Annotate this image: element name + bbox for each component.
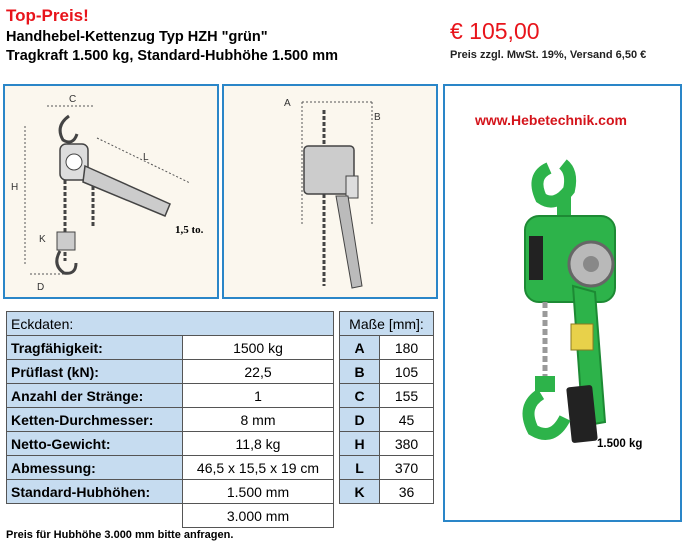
dimension-value: 45 bbox=[380, 408, 434, 432]
website-link[interactable]: www.Hebetechnik.com bbox=[475, 112, 627, 128]
table-row bbox=[340, 480, 434, 504]
table-row bbox=[340, 384, 434, 408]
product-photo-panel bbox=[443, 84, 682, 522]
table-row bbox=[340, 336, 434, 360]
dim-letter-b: B bbox=[374, 112, 381, 123]
dimension-key: K bbox=[340, 480, 380, 504]
spec-value: 22,5 bbox=[183, 360, 334, 384]
dimension-value: 36 bbox=[380, 480, 434, 504]
front-view-diagram bbox=[224, 86, 436, 297]
specs-header-row bbox=[7, 312, 334, 336]
table-row bbox=[7, 384, 334, 408]
footnote: Preis für Hubhöhe 3.000 mm bitte anfragen. bbox=[6, 529, 234, 541]
dimension-key: H bbox=[340, 432, 380, 456]
price: € 105,00 bbox=[450, 18, 540, 44]
dim-letter-k: K bbox=[39, 234, 46, 245]
dimension-value: 155 bbox=[380, 384, 434, 408]
specs-table bbox=[6, 311, 334, 528]
spec-value: 1 bbox=[183, 384, 334, 408]
dim-letter-a: A bbox=[284, 98, 291, 109]
table-row bbox=[7, 432, 334, 456]
spec-label: Prüflast (kN): bbox=[7, 360, 183, 384]
spec-value: 11,8 kg bbox=[183, 432, 334, 456]
price-note: Preis zzgl. MwSt. 19%, Versand 6,50 € bbox=[450, 49, 647, 61]
spec-label: Anzahl der Stränge: bbox=[7, 384, 183, 408]
table-row bbox=[7, 336, 334, 360]
table-row bbox=[340, 408, 434, 432]
dimension-value: 380 bbox=[380, 432, 434, 456]
spec-value: 1500 kg bbox=[183, 336, 334, 360]
front-view-diagram-panel bbox=[222, 84, 438, 299]
chain-hoist-image bbox=[445, 86, 680, 520]
table-row bbox=[340, 432, 434, 456]
spec-value: 8 mm bbox=[183, 408, 334, 432]
dimension-key: A bbox=[340, 336, 380, 360]
table-row bbox=[340, 456, 434, 480]
dimension-key: C bbox=[340, 384, 380, 408]
dim-letter-d: D bbox=[37, 282, 45, 293]
spec-label: Standard-Hubhöhen: bbox=[7, 480, 183, 504]
spec-label: Abmessung: bbox=[7, 456, 183, 480]
dimension-value: 370 bbox=[380, 456, 434, 480]
table-row bbox=[7, 408, 334, 432]
table-row bbox=[340, 360, 434, 384]
dimensions-table bbox=[339, 311, 434, 504]
photo-caption: 1.500 kg bbox=[597, 438, 643, 450]
dimensions-header-row bbox=[340, 312, 434, 336]
side-view-diagram-panel bbox=[3, 84, 219, 299]
dim-letter-h: H bbox=[11, 182, 19, 193]
spec-value: 46,5 x 15,5 x 19 cm bbox=[183, 456, 334, 480]
capacity-label: 1,5 to. bbox=[175, 224, 204, 236]
product-subtitle: Tragkraft 1.500 kg, Standard-Hubhöhe 1.500 mm bbox=[6, 48, 338, 64]
table-row bbox=[7, 480, 334, 504]
dimension-value: 180 bbox=[380, 336, 434, 360]
product-title: Handhebel-Kettenzug Typ HZH "grün" bbox=[6, 29, 268, 45]
spec-label: Netto-Gewicht: bbox=[7, 432, 183, 456]
spec-label: Ketten-Durchmesser: bbox=[7, 408, 183, 432]
side-view-diagram bbox=[5, 86, 217, 297]
dimension-key: L bbox=[340, 456, 380, 480]
top-price-label: Top-Preis! bbox=[6, 6, 89, 25]
dimensions-header: Maße [mm]: bbox=[340, 312, 434, 336]
spec-value: 1.500 mm bbox=[183, 480, 334, 504]
spec-label: Tragfähigkeit: bbox=[7, 336, 183, 360]
dimension-value: 105 bbox=[380, 360, 434, 384]
specs-header: Eckdaten: bbox=[7, 312, 334, 336]
dim-letter-l: L bbox=[143, 152, 149, 163]
table-row bbox=[7, 360, 334, 384]
dim-letter-c: C bbox=[69, 94, 77, 105]
spec-value-extra: 3.000 mm bbox=[183, 504, 334, 528]
dimension-key: B bbox=[340, 360, 380, 384]
table-row bbox=[7, 456, 334, 480]
table-row bbox=[7, 504, 334, 528]
dimension-key: D bbox=[340, 408, 380, 432]
